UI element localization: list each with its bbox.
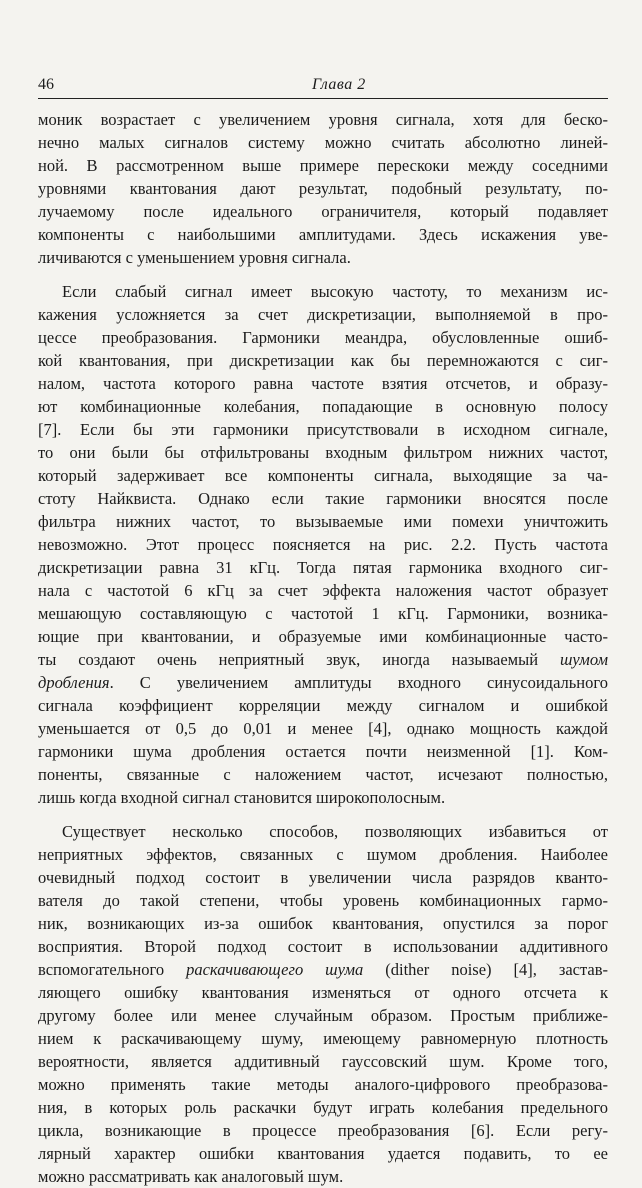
- text-line: дробления. С увеличением амплитуды входного синусоидального: [38, 673, 608, 692]
- text-line: моник возрастает с увеличением уровня сигнала, хотя для беско-: [38, 110, 608, 129]
- text-line: невозможно. Этот процесс поясняется на рис. 2.2. Пусть частота: [38, 535, 608, 554]
- text-line: компоненты с наибольшими амплитудами. Здесь искажения уве-: [38, 225, 608, 244]
- text-line: гармоники шума дробления остается почти неизменной [1]. Ком-: [38, 742, 608, 761]
- text-line: личиваются с уменьшением уровня сигнала.: [38, 248, 351, 267]
- running-header: [38, 76, 608, 99]
- text-line: восприятия. Второй подход состоит в использовании аддитивного: [38, 937, 608, 956]
- text-line: ник, возникающих из-за ошибок квантования, опустился за порог: [38, 914, 608, 933]
- text-line: неприятных эффектов, связанных с шумом дробления. Наиболее: [38, 845, 608, 864]
- text-line: ют комбинационные колебания, попадающие в основную полосу: [38, 397, 608, 416]
- text-line: ляющего ошибку квантования изменяться от одного отсчета к: [38, 983, 608, 1002]
- text-line: [7]. Если бы эти гармоники присутствовали в исходном сигнале,: [38, 420, 608, 439]
- text-line: ты создают очень неприятный звук, иногда называемый шумом: [38, 650, 608, 669]
- page-number: 46: [38, 76, 54, 93]
- text-line: лишь когда входной сигнал становится широкополосным.: [38, 788, 446, 807]
- text-line: кажения усложняется за счет дискретизации, выполняемой в про-: [38, 305, 608, 324]
- text-line: нечно малых сигналов систему можно считать абсолютно линей-: [38, 133, 608, 152]
- text-line: можно рассматривать как аналоговый шум.: [38, 1167, 344, 1186]
- text-line: фильтра нижних частот, то вызываемые ими помехи уничтожить: [38, 512, 608, 531]
- text-line: вероятности, является аддитивный гауссовский шум. Кроме того,: [38, 1052, 608, 1071]
- text-line: вателя до такой степени, чтобы уровень комбинационных гармо-: [38, 891, 608, 910]
- text-line: можно применять такие методы аналого-цифрового преобразова-: [38, 1075, 608, 1094]
- text-line: ния, в которых роль раскачки будут играть колебания предельного: [38, 1098, 608, 1117]
- body-text: [38, 108, 608, 1188]
- paragraph: [38, 108, 608, 269]
- text-line: уменьшается от 0,5 до 0,01 и менее [4], однако мощность каждой: [38, 719, 608, 738]
- text-line: сигнала коэффициент корреляции между сигналом и ошибкой: [38, 696, 608, 715]
- text-line: лярный характер ошибки квантования удается подавить, то ее: [38, 1144, 608, 1163]
- paragraph-gap: [38, 269, 608, 280]
- text-line: цессе преобразования. Гармоники меандра, обусловленные ошиб-: [38, 328, 608, 347]
- text-line: который задерживает все компоненты сигнала, выходящие за ча-: [38, 466, 608, 485]
- text-line: мешающую составляющую с частотой 1 кГц. Гармоники, возника-: [38, 604, 608, 623]
- text-line: то они были бы отфильтрованы входным фильтром нижних частот,: [38, 443, 608, 462]
- paragraph: [38, 280, 608, 809]
- text-line: очевидный подход состоит в увеличении числа разрядов кванто-: [38, 868, 608, 887]
- text-line: дискретизации равна 31 кГц. Тогда пятая гармоника входного сиг-: [38, 558, 608, 577]
- text-line: кой квантования, при дискретизации как бы перемножаются с сиг-: [38, 351, 608, 370]
- text-line: ющие при квантовании, и образуемые ими комбинационные часто-: [38, 627, 608, 646]
- text-line: ной. В рассмотренном выше примере перескоки между соседними: [38, 156, 608, 175]
- text-line: цикла, возникающие в процессе преобразования [6]. Если регу-: [38, 1121, 608, 1140]
- text-line: нием к раскачивающему шуму, имеющему равномерную плотность: [38, 1029, 608, 1048]
- text-line: уровнями квантования дают результат, подобный результату, по-: [38, 179, 608, 198]
- text-line: нала с частотой 6 кГц за счет эффекта наложения частот образует: [38, 581, 608, 600]
- chapter-title: Глава 2: [312, 76, 366, 93]
- text-line: налом, частота которого равна частоте взятия отсчетов, и образу-: [38, 374, 608, 393]
- text-line: лучаемому после идеального ограничителя, который подавляет: [38, 202, 608, 221]
- text-line: стоту Найквиста. Однако если такие гармоники вносятся после: [38, 489, 608, 508]
- text-line: другому более или менее случайным образом. Простым приближе-: [38, 1006, 608, 1025]
- text-line: Существует несколько способов, позволяющих избавиться от: [62, 822, 608, 841]
- paragraph-gap: [38, 809, 608, 820]
- text-line: Если слабый сигнал имеет высокую частоту, то механизм ис-: [62, 282, 608, 301]
- text-line: вспомогательного раскачивающего шума (dither noise) [4], застав-: [38, 960, 608, 979]
- text-line: поненты, связанные с наложением частот, исчезают полностью,: [38, 765, 608, 784]
- paragraph: [38, 820, 608, 1188]
